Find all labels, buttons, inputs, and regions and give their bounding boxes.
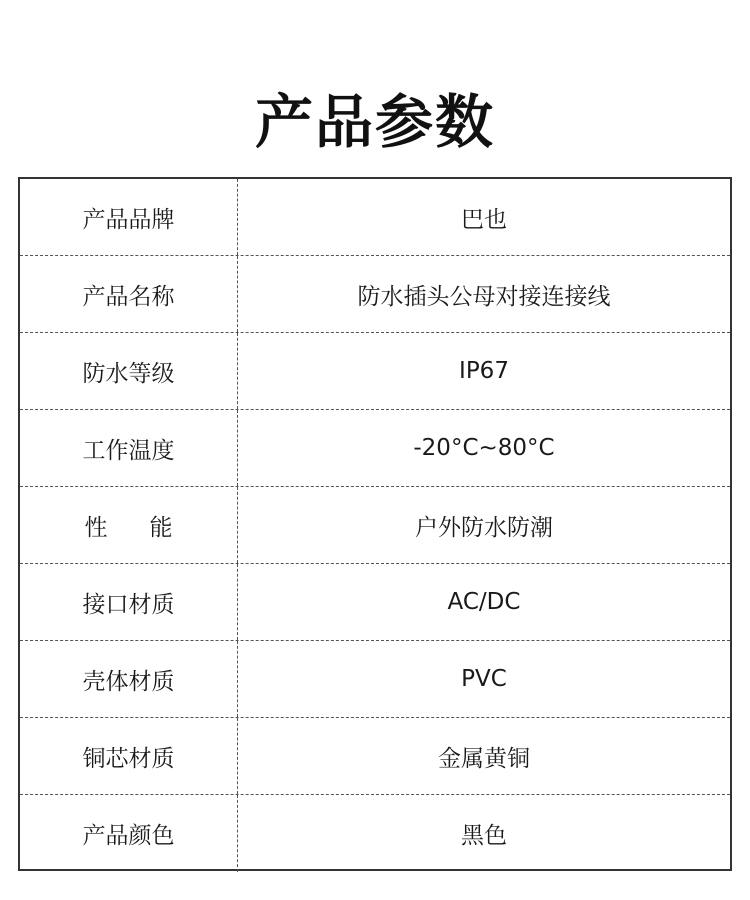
spec-value-product-color: 黑色 bbox=[461, 823, 507, 849]
table-row bbox=[20, 333, 730, 410]
spec-value-shell-material: PVC bbox=[461, 666, 507, 692]
spec-value-interface-material: AC/DC bbox=[447, 589, 521, 615]
table-row bbox=[20, 795, 730, 872]
spec-label-waterproof-rating: 防水等级 bbox=[20, 333, 238, 409]
spec-value-product-name: 防水插头公母对接连接线 bbox=[357, 283, 611, 310]
table-row bbox=[20, 179, 730, 256]
page-title: 产品参数 bbox=[254, 88, 495, 156]
spec-value-waterproof-rating: IP67 bbox=[459, 358, 509, 384]
table-row bbox=[20, 410, 730, 487]
spec-label-operating-temperature: 工作温度 bbox=[20, 410, 238, 486]
spec-table bbox=[18, 177, 732, 871]
table-row bbox=[20, 718, 730, 795]
spec-value-copper-core-material: 金属黄铜 bbox=[438, 745, 530, 772]
table-row bbox=[20, 641, 730, 718]
spec-label-performance: 性能 bbox=[20, 487, 238, 563]
spec-label-brand: 产品品牌 bbox=[20, 179, 238, 255]
spec-label-shell-material: 壳体材质 bbox=[20, 641, 238, 717]
table-row bbox=[20, 564, 730, 641]
table-row bbox=[20, 487, 730, 564]
table-row bbox=[20, 256, 730, 333]
spec-label-product-color: 产品颜色 bbox=[20, 795, 238, 872]
spec-value-performance: 户外防水防潮 bbox=[415, 514, 553, 541]
spec-label-interface-material: 接口材质 bbox=[20, 564, 238, 640]
spec-value-operating-temperature: -20°C~80°C bbox=[413, 435, 555, 461]
spec-label-copper-core-material: 铜芯材质 bbox=[20, 718, 238, 794]
spec-label-product-name: 产品名称 bbox=[20, 256, 238, 332]
spec-value-brand: 巴也 bbox=[461, 206, 507, 233]
